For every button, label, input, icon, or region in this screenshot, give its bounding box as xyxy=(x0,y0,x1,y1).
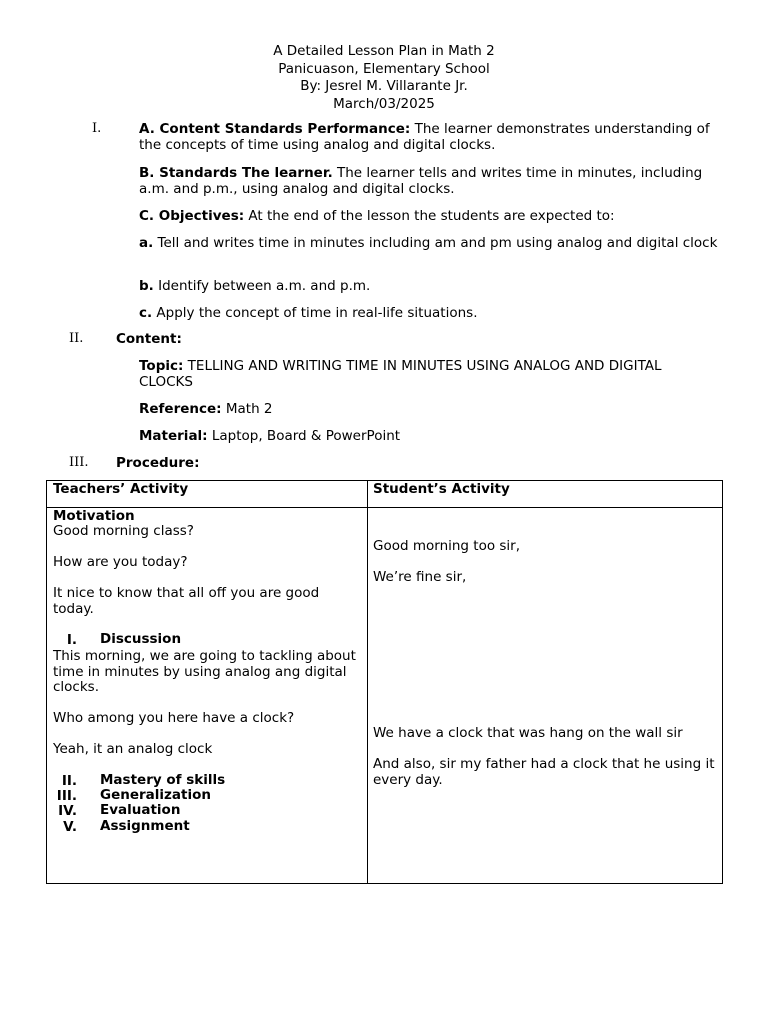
content-standards-text: The learner demonstrates understanding of the concepts of time using analog and digital clocks. xyxy=(139,121,710,153)
objective-c-label: c. xyxy=(139,305,153,321)
reference-label: Reference: xyxy=(139,401,222,417)
objective-c-text: Apply the concept of time in real-life situations. xyxy=(152,305,478,321)
evaluation-numeral: IV. xyxy=(58,803,77,819)
student-father-clock: And also, sir my father had a clock that he using it every day. xyxy=(373,756,715,788)
objective-a-text: Tell and writes time in minutes including am and pm using analog and digital clock xyxy=(153,235,718,251)
table-header-divider xyxy=(47,507,722,508)
teacher-column-header: Teachers’ Activity xyxy=(53,481,189,497)
topic-label: Topic: xyxy=(139,358,184,374)
discussion-heading: Discussion xyxy=(100,631,182,647)
mastery-numeral: II. xyxy=(61,773,77,789)
assignment-numeral: V. xyxy=(63,819,77,835)
evaluation-heading: Evaluation xyxy=(100,802,181,818)
content-heading: Content: xyxy=(116,331,182,347)
date-line: March/03/2025 xyxy=(333,95,435,112)
generalization-numeral: III. xyxy=(56,788,77,804)
topic xyxy=(139,358,719,390)
teacher-clock-question: Who among you here have a clock? xyxy=(53,710,295,726)
table-column-divider xyxy=(367,481,368,883)
teacher-discussion: This morning, we are going to tackling about time in minutes by using analog ang digital clocks. xyxy=(53,648,356,695)
school-name: Panicuason, Elementary School xyxy=(278,60,490,77)
objectives xyxy=(139,208,719,224)
student-answer: We’re fine sir, xyxy=(373,569,467,585)
teacher-question: How are you today? xyxy=(53,554,188,570)
performance-standards-label: B. Standards The learner. xyxy=(139,165,333,181)
objective-a-label: a. xyxy=(139,235,154,251)
document-header xyxy=(0,43,768,113)
material-text: Laptop, Board & PowerPoint xyxy=(207,428,401,444)
section-3-numeral: III. xyxy=(69,455,89,470)
content-standards-label: A. Content Standards Performance: xyxy=(139,121,411,137)
procedure-table xyxy=(46,480,723,884)
objectives-text: At the end of the lesson the students are expected to: xyxy=(244,208,615,224)
objective-b-label: b. xyxy=(139,278,154,294)
objective-b xyxy=(139,278,719,294)
performance-standards-text: The learner tells and writes time in minutes, including a.m. and p.m., using analog and digital clocks. xyxy=(139,165,703,197)
section-1-numeral: I. xyxy=(92,121,102,136)
section-2-numeral: II. xyxy=(69,331,84,346)
student-clock-answer: We have a clock that was hang on the wall sir xyxy=(373,725,683,741)
topic-text: TELLING AND WRITING TIME IN MINUTES USING ANALOG AND DIGITAL CLOCKS xyxy=(139,358,662,390)
teacher-greeting: Good morning class? xyxy=(53,523,194,539)
author-line: By: Jesrel M. Villarante Jr. xyxy=(300,78,468,94)
content-standards xyxy=(139,121,719,153)
objective-b-text: Identify between a.m. and p.m. xyxy=(153,278,371,294)
assignment-heading: Assignment xyxy=(100,818,190,834)
mastery-heading: Mastery of skills xyxy=(100,772,226,788)
objectives-label: C. Objectives: xyxy=(139,208,245,224)
motivation-heading: Motivation xyxy=(53,508,135,524)
student-column-header: Student’s Activity xyxy=(373,481,510,497)
reference xyxy=(139,401,719,417)
discussion-numeral: I. xyxy=(66,632,77,648)
procedure-heading: Procedure: xyxy=(116,455,200,471)
material-label: Material: xyxy=(139,428,208,444)
performance-standards xyxy=(139,165,719,197)
objective-a xyxy=(139,235,719,251)
student-greeting: Good morning too sir, xyxy=(373,538,521,554)
objective-c xyxy=(139,305,719,321)
reference-text: Math 2 xyxy=(221,401,273,417)
generalization-heading: Generalization xyxy=(100,787,211,803)
document-title: A Detailed Lesson Plan in Math 2 xyxy=(273,43,495,59)
teacher-analog-remark: Yeah, it an analog clock xyxy=(53,741,213,757)
teacher-response: It nice to know that all off you are good today. xyxy=(53,585,320,617)
material xyxy=(139,428,719,444)
